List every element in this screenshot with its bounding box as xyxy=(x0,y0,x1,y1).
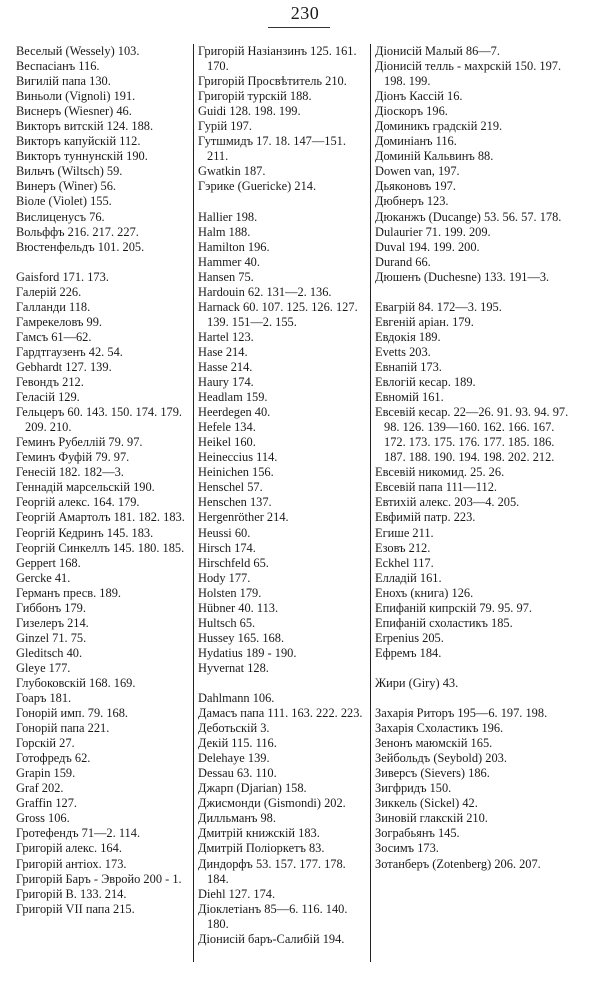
index-entry: Діонъ Кассій 16. xyxy=(375,89,463,104)
index-entry: Евфимій патр. 223. xyxy=(375,510,476,525)
index-entry: Geppert 168. xyxy=(16,555,81,570)
index-entry: Дьяконовъ 197. xyxy=(375,179,456,194)
index-entry: Егише 211. xyxy=(375,525,434,540)
index-entry: Веспасіанъ 116. xyxy=(16,59,100,74)
index-entry: Вильчъ (Wiltsch) 59. xyxy=(16,164,123,179)
index-entry: Епифаній кипрскій 79. 95. 97. xyxy=(375,600,532,615)
index-entry: Григорій антіох. 173. xyxy=(16,856,127,871)
index-entry: Gleye 177. xyxy=(16,660,71,675)
index-entry: Галерій 226. xyxy=(16,284,82,299)
index-entry: Hübner 40. 113. xyxy=(198,600,279,615)
index-entry: Hansen 75. xyxy=(198,269,254,284)
index-entry: Геласій 129. xyxy=(16,390,80,405)
index-entry: Gercke 41. xyxy=(16,570,71,585)
index-entry: Гэрике (Guericke) 214. xyxy=(198,179,317,194)
index-entry: Gaisford 171. 173. xyxy=(16,269,109,284)
index-entry: Henschel 57. xyxy=(198,480,263,495)
index-column-right xyxy=(375,44,575,872)
index-entry: Геннадій марсельскій 190. xyxy=(16,480,155,495)
index-entry: Зиновій глакскій 210. xyxy=(375,811,488,826)
index-entry: Гельцеръ 60. 143. 150. 174. 179. 209. 210. xyxy=(16,405,182,435)
index-entry: Heikel 160. xyxy=(198,435,256,450)
index-entry: Декій 115. 116. xyxy=(198,736,277,751)
index-entry: Ginzel 71. 75. xyxy=(16,630,87,645)
index-entry: Винеръ (Winer) 56. xyxy=(16,179,117,194)
index-entry: Hody 177. xyxy=(198,570,251,585)
index-entry: Дмитрій книжскій 183. xyxy=(198,826,320,841)
index-entry: Hamilton 196. xyxy=(198,239,270,254)
index-entry: Дмитрій Поліоркетъ 83. xyxy=(198,841,325,856)
index-entry: Erpenius 205. xyxy=(375,630,444,645)
section-gap xyxy=(198,676,366,691)
index-entry: Hasse 214. xyxy=(198,359,253,374)
index-entry: Евагрій 84. 172—3. 195. xyxy=(375,299,502,314)
index-entry: Hyvernat 128. xyxy=(198,660,269,675)
index-entry: Зиверсъ (Sievers) 186. xyxy=(375,766,490,781)
index-entry: Вольффъ 216. 217. 227. xyxy=(16,224,139,239)
index-entry: Ефремъ 184. xyxy=(375,645,442,660)
index-entry: Gleditsch 40. xyxy=(16,645,83,660)
section-gap xyxy=(375,691,575,706)
index-entry: Зигфридъ 150. xyxy=(375,781,452,796)
index-entry: Григорій В. 133. 214. xyxy=(16,886,127,901)
index-entry: Елладій 161. xyxy=(375,570,442,585)
index-entry: Гамсъ 61—62. xyxy=(16,329,92,344)
index-entry: Гардтгаузенъ 42. 54. xyxy=(16,344,123,359)
index-entry: Гевондъ 212. xyxy=(16,375,84,390)
index-entry: Евнапій 173. xyxy=(375,359,442,374)
index-entry: Гоаръ 181. xyxy=(16,691,72,706)
index-entry: Григорій Просвѣтитель 210. xyxy=(198,74,347,89)
index-entry: Енохъ (книга) 126. xyxy=(375,585,474,600)
index-entry: Горскій 27. xyxy=(16,736,75,751)
index-entry: Heineccius 114. xyxy=(198,450,278,465)
index-entry: Евдокія 189. xyxy=(375,329,441,344)
index-entry: Gebhardt 127. 139. xyxy=(16,359,112,374)
index-column-middle xyxy=(198,44,366,947)
index-entry: Епифаній схоластикъ 185. xyxy=(375,615,513,630)
index-entry: Duval 194. 199. 200. xyxy=(375,239,480,254)
column-divider xyxy=(193,44,194,962)
index-entry: Вислиценусъ 76. xyxy=(16,209,105,224)
index-entry: Hergenröther 214. xyxy=(198,510,289,525)
section-gap xyxy=(198,194,366,209)
index-entry: Heerdegen 40. xyxy=(198,405,271,420)
index-entry: Вигилій папа 130. xyxy=(16,74,111,89)
index-entry: Гиббонъ 179. xyxy=(16,600,86,615)
index-entry: Григорій турскій 188. xyxy=(198,89,312,104)
index-entry: Гамрекеловъ 99. xyxy=(16,314,103,329)
index-entry: Зенонъ маюмскій 165. xyxy=(375,736,493,751)
index-entry: Dowen van, 197. xyxy=(375,164,460,179)
index-entry: Глубоковскій 168. 169. xyxy=(16,675,136,690)
index-entry: Захарія Схоластикъ 196. xyxy=(375,721,504,736)
index-entry: Dulaurier 71. 199. 209. xyxy=(375,224,491,239)
index-entry: Зосимъ 173. xyxy=(375,841,439,856)
index-entry: Diehl 127. 174. xyxy=(198,886,276,901)
index-entry: Graf 202. xyxy=(16,781,64,796)
index-entry: Деботьскій 3. xyxy=(198,721,270,736)
index-entry: Григорій алекс. 164. xyxy=(16,841,122,856)
index-entry: Зиккель (Sickel) 42. xyxy=(375,796,478,811)
index-entry: Евлогій кесар. 189. xyxy=(375,375,476,390)
index-entry: Евгеній аріан. 179. xyxy=(375,314,474,329)
index-entry: Георгій алекс. 164. 179. xyxy=(16,495,140,510)
index-entry: Виньоли (Vignoli) 191. xyxy=(16,89,136,104)
index-entry: Hefele 134. xyxy=(198,420,256,435)
index-entry: Гонорій имп. 79. 168. xyxy=(16,706,129,721)
index-entry: Hardouin 62. 131—2. 136. xyxy=(198,284,332,299)
index-entry: Григорій Баръ - Эвройо 200 - 1. xyxy=(16,871,182,886)
index-entry: Виснеръ (Wiesner) 46. xyxy=(16,104,132,119)
index-entry: Евсевій никомид. 25. 26. xyxy=(375,465,505,480)
index-entry: Дюканжъ (Ducange) 53. 56. 57. 178. xyxy=(375,209,562,224)
index-entry: Викторъ туннунскій 190. xyxy=(16,149,148,164)
index-entry: Graffin 127. xyxy=(16,796,78,811)
index-entry: Dahlmann 106. xyxy=(198,691,275,706)
index-entry: Джисмонди (Gismondi) 202. xyxy=(198,796,346,811)
index-entry: Henschen 137. xyxy=(198,495,272,510)
index-entry: Evetts 203. xyxy=(375,344,431,359)
index-entry: Hase 214. xyxy=(198,344,248,359)
index-entry: Джарп (Djarian) 158. xyxy=(198,781,307,796)
index-entry: Георгій Амартолъ 181. 182. 183. xyxy=(16,510,185,525)
index-entry: Hirschfeld 65. xyxy=(198,555,269,570)
index-entry: Дюшенъ (Duchesne) 133. 191—3. xyxy=(375,269,550,284)
index-entry: Heinichen 156. xyxy=(198,465,274,480)
section-gap xyxy=(16,255,188,270)
index-entry: Grapin 159. xyxy=(16,766,76,781)
index-entry: Eckhel 117. xyxy=(375,555,434,570)
page-number: 230 xyxy=(290,3,320,23)
index-entry: Зограбьянъ 145. xyxy=(375,826,460,841)
index-entry: Вюстенфельдъ 101. 205. xyxy=(16,239,145,254)
index-entry: Gross 106. xyxy=(16,811,70,826)
index-entry: Григорій Назіанзинъ 125. 161. 170. xyxy=(198,44,357,74)
index-entry: Hirsch 174. xyxy=(198,540,256,555)
index-entry: Діонисій Малый 86—7. xyxy=(375,44,500,58)
index-entry: Генесій 182. 182—3. xyxy=(16,465,124,480)
index-entry: Викторъ капуйскій 112. xyxy=(16,134,141,149)
index-entry: Доминій Кальвинъ 88. xyxy=(375,149,494,164)
index-entry: Зотанберъ (Zotenberg) 206. 207. xyxy=(375,856,541,871)
index-entry: Heussi 60. xyxy=(198,525,251,540)
index-entry: Григорій VII папа 215. xyxy=(16,901,135,916)
index-entry: Веселый (Wessely) 103. xyxy=(16,44,140,58)
index-entry: Haury 174. xyxy=(198,375,254,390)
index-entry: Гутшмидъ 17. 18. 147—151. 211. xyxy=(198,134,346,164)
index-entry: Hussey 165. 168. xyxy=(198,630,285,645)
index-entry: Дамасъ папа 111. 163. 222. 223. xyxy=(198,706,363,721)
index-entry: Готофредъ 62. xyxy=(16,751,91,766)
index-entry: Dessau 63. 110. xyxy=(198,766,277,781)
index-entry: Hydatius 189 - 190. xyxy=(198,645,297,660)
index-entry: Delehaye 139. xyxy=(198,751,270,766)
index-entry: Діоклетіанъ 85—6. 116. 140. 180. xyxy=(198,901,348,931)
index-entry: Діонисій телль - махрскій 150. 197. 198. 199. xyxy=(375,59,562,89)
index-entry: Евномій 161. xyxy=(375,390,444,405)
index-entry: Гротефендъ 71—2. 114. xyxy=(16,826,141,841)
index-entry: Hallier 198. xyxy=(198,209,258,224)
index-entry: Геминъ Фуфій 79. 97. xyxy=(16,450,130,465)
section-gap xyxy=(375,285,575,300)
index-entry: Викторъ витскій 124. 188. xyxy=(16,119,154,134)
index-entry: Георгій Синкеллъ 145. 180. 185. xyxy=(16,540,185,555)
index-entry: Gwatkin 187. xyxy=(198,164,266,179)
index-entry: Георгій Кедринъ 145. 183. xyxy=(16,525,154,540)
index-entry: Hammer 40. xyxy=(198,254,260,269)
index-entry: Германъ пресв. 189. xyxy=(16,585,121,600)
index-entry: Гонорій папа 221. xyxy=(16,721,110,736)
index-entry: Евтихій алекс. 203—4. 205. xyxy=(375,495,520,510)
index-entry: Зейбольдъ (Seybold) 203. xyxy=(375,751,507,766)
index-entry: Жири (Giry) 43. xyxy=(375,675,459,690)
index-entry: Доминіанъ 116. xyxy=(375,134,457,149)
index-entry: Віоле (Violet) 155. xyxy=(16,194,112,209)
index-entry: Геминъ Рубеллій 79. 97. xyxy=(16,435,143,450)
index-entry: Евсевій папа 111—112. xyxy=(375,480,497,495)
index-entry: Діоскоръ 196. xyxy=(375,104,448,119)
index-column-left xyxy=(16,44,188,917)
index-entry: Headlam 159. xyxy=(198,390,268,405)
index-entry: Гурій 197. xyxy=(198,119,252,134)
section-gap xyxy=(375,661,575,676)
index-entry: Durand 66. xyxy=(375,254,431,269)
index-entry: Диндорфъ 53. 157. 177. 178. 184. xyxy=(198,856,346,886)
index-entry: Езовъ 212. xyxy=(375,540,431,555)
index-entry: Holsten 179. xyxy=(198,585,262,600)
index-entry: Галланди 118. xyxy=(16,299,91,314)
index-entry: Hartel 123. xyxy=(198,329,254,344)
column-divider xyxy=(370,44,371,962)
index-entry: Halm 188. xyxy=(198,224,251,239)
index-entry: Дилльманъ 98. xyxy=(198,811,276,826)
index-entry: Harnack 60. 107. 125. 126. 127. 139. 151—2. 155. xyxy=(198,299,358,329)
index-entry: Hultsch 65. xyxy=(198,615,256,630)
index-entry: Гизелеръ 214. xyxy=(16,615,89,630)
index-entry: Доминикъ градскій 219. xyxy=(375,119,503,134)
index-entry: Guidi 128. 198. 199. xyxy=(198,104,301,119)
index-entry: Дюбнеръ 123. xyxy=(375,194,449,209)
index-entry: Діонисій баръ-Салибій 194. xyxy=(198,931,345,946)
index-entry: Захарія Риторъ 195—6. 197. 198. xyxy=(375,706,548,721)
page-number-rule xyxy=(268,27,330,28)
index-entry: Евсевій кесар. 22—26. 91. 93. 94. 97. 98. 126. 139—160. 162. 166. 167. 172. 173. 175. 176. 177. 185. 186. 187. 188. 190. 194. 198. 202. 212. xyxy=(375,405,569,465)
